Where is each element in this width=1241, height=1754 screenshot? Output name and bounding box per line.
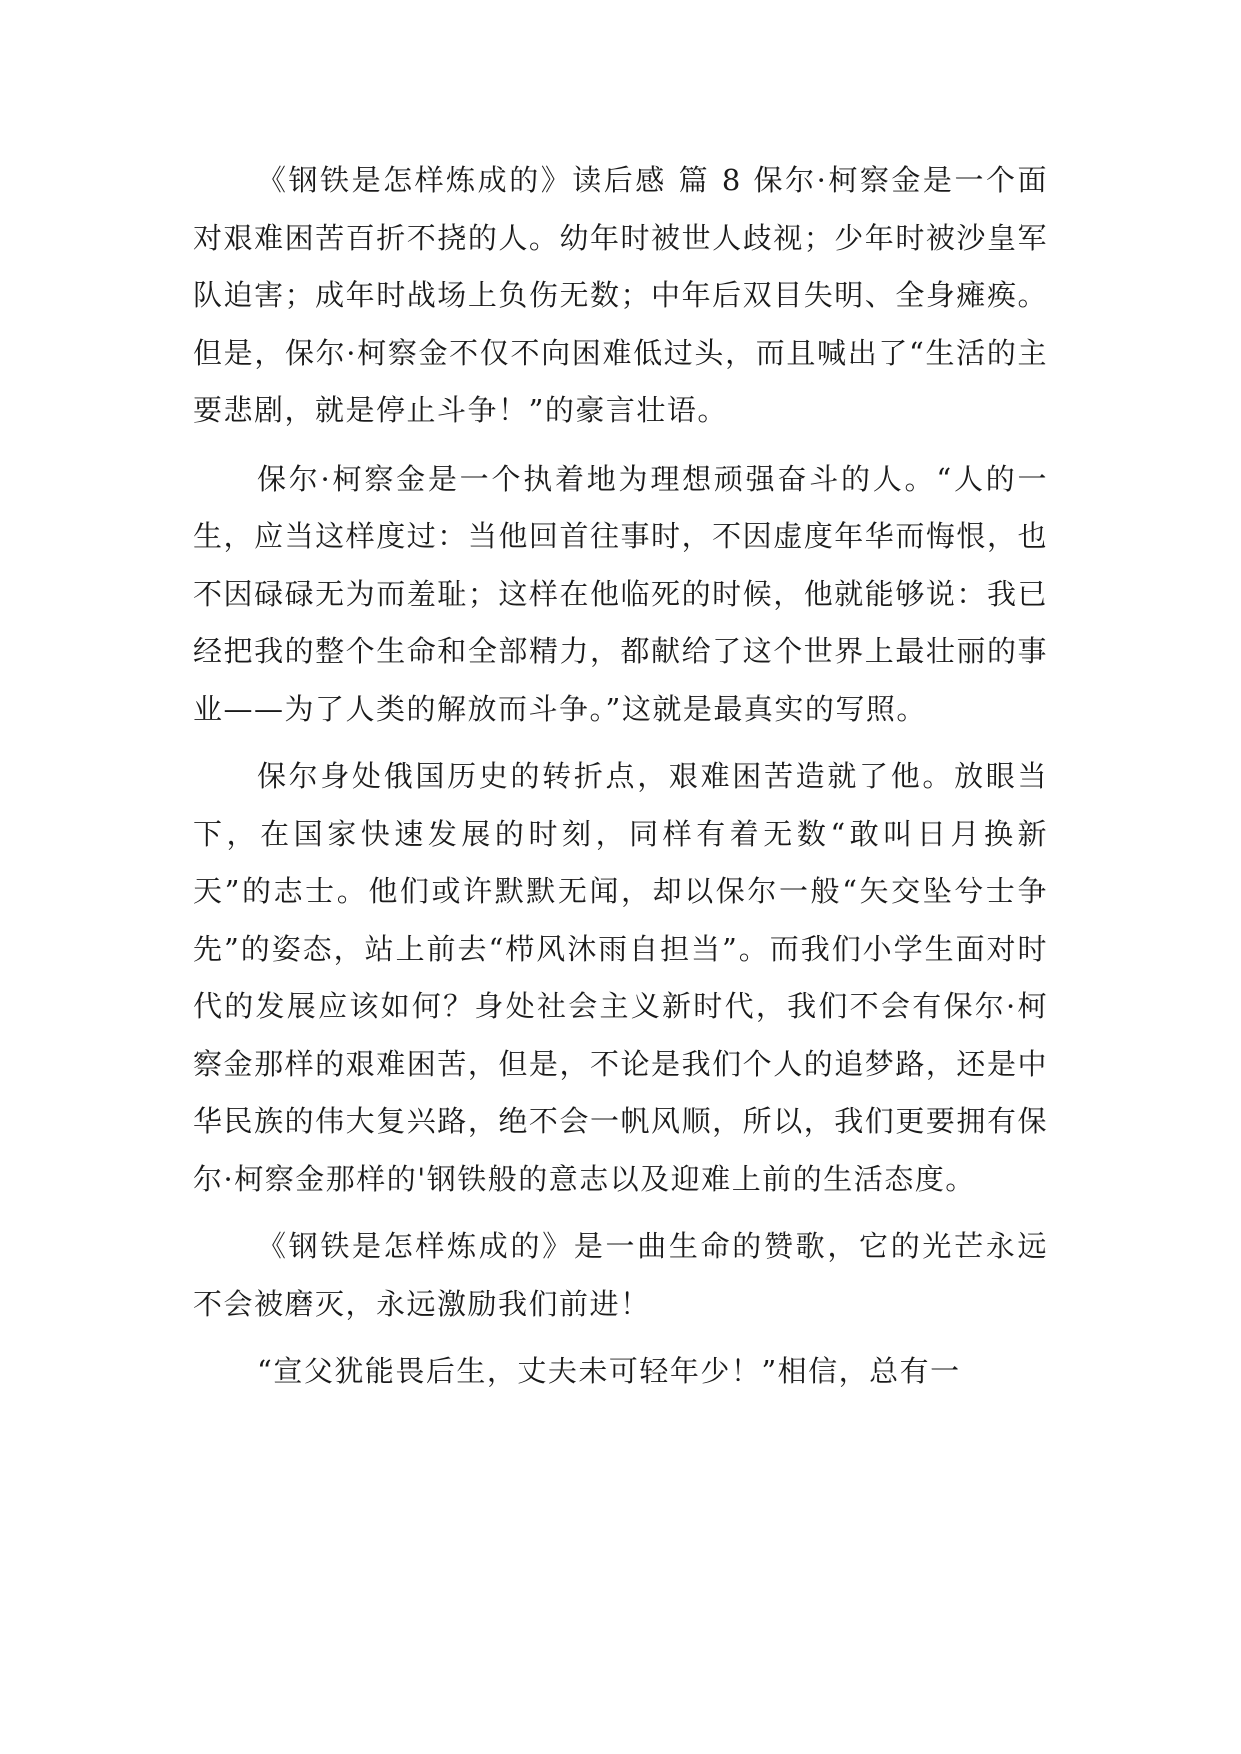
document-body bbox=[193, 152, 1048, 1401]
paragraph-1: 《钢铁是怎样炼成的》读后感 篇 8 保尔·柯察金是一个面对艰难困苦百折不挠的人。幼年时被世人歧视；少年时被沙皇军队迫害；成年时战场上负伤无数；中年后双目失明、全身瘫痪。但是，保尔·柯察金不仅不向困难低过头，而且喊出了“生活的主要悲剧，就是停止斗争！”的豪言壮语。 bbox=[193, 163, 1048, 427]
paragraph-3: 保尔身处俄国历史的转折点，艰难困苦造就了他。放眼当下，在国家快速发展的时刻，同样有着无数“敢叫日月换新天”的志士。他们或许默默无闻，却以保尔一般“矢交坠兮士争先”的姿态，站上前去“栉风沐雨自担当”。而我们小学生面对时代的发展应该如何？身处社会主义新时代，我们不会有保尔·柯察金那样的艰难困苦，但是，不论是我们个人的追梦路，还是中华民族的伟大复兴路，绝不会一帆风顺，所以，我们更要拥有保尔·柯察金那样的'钢铁般的意志以及迎难上前的生活态度。 bbox=[193, 759, 1048, 1196]
paragraph-5: “宣父犹能畏后生，丈夫未可轻年少！”相信，总有一 bbox=[257, 1354, 961, 1388]
paragraph-4: 《钢铁是怎样炼成的》是一曲生命的赞歌，它的光芒永远不会被磨灭，永远激励我们前进！ bbox=[193, 1229, 1048, 1321]
paragraph-2: 保尔·柯察金是一个执着地为理想顽强奋斗的人。“人的一生，应当这样度过：当他回首往事时，不因虚度年华而悔恨，也不因碌碌无为而羞耻；这样在他临死的时候，他就能够说：我已经把我的整个生命和全部精力，都献给了这个世界上最壮丽的事业——为了人类的解放而斗争。”这就是最真实的写照。 bbox=[193, 461, 1048, 726]
